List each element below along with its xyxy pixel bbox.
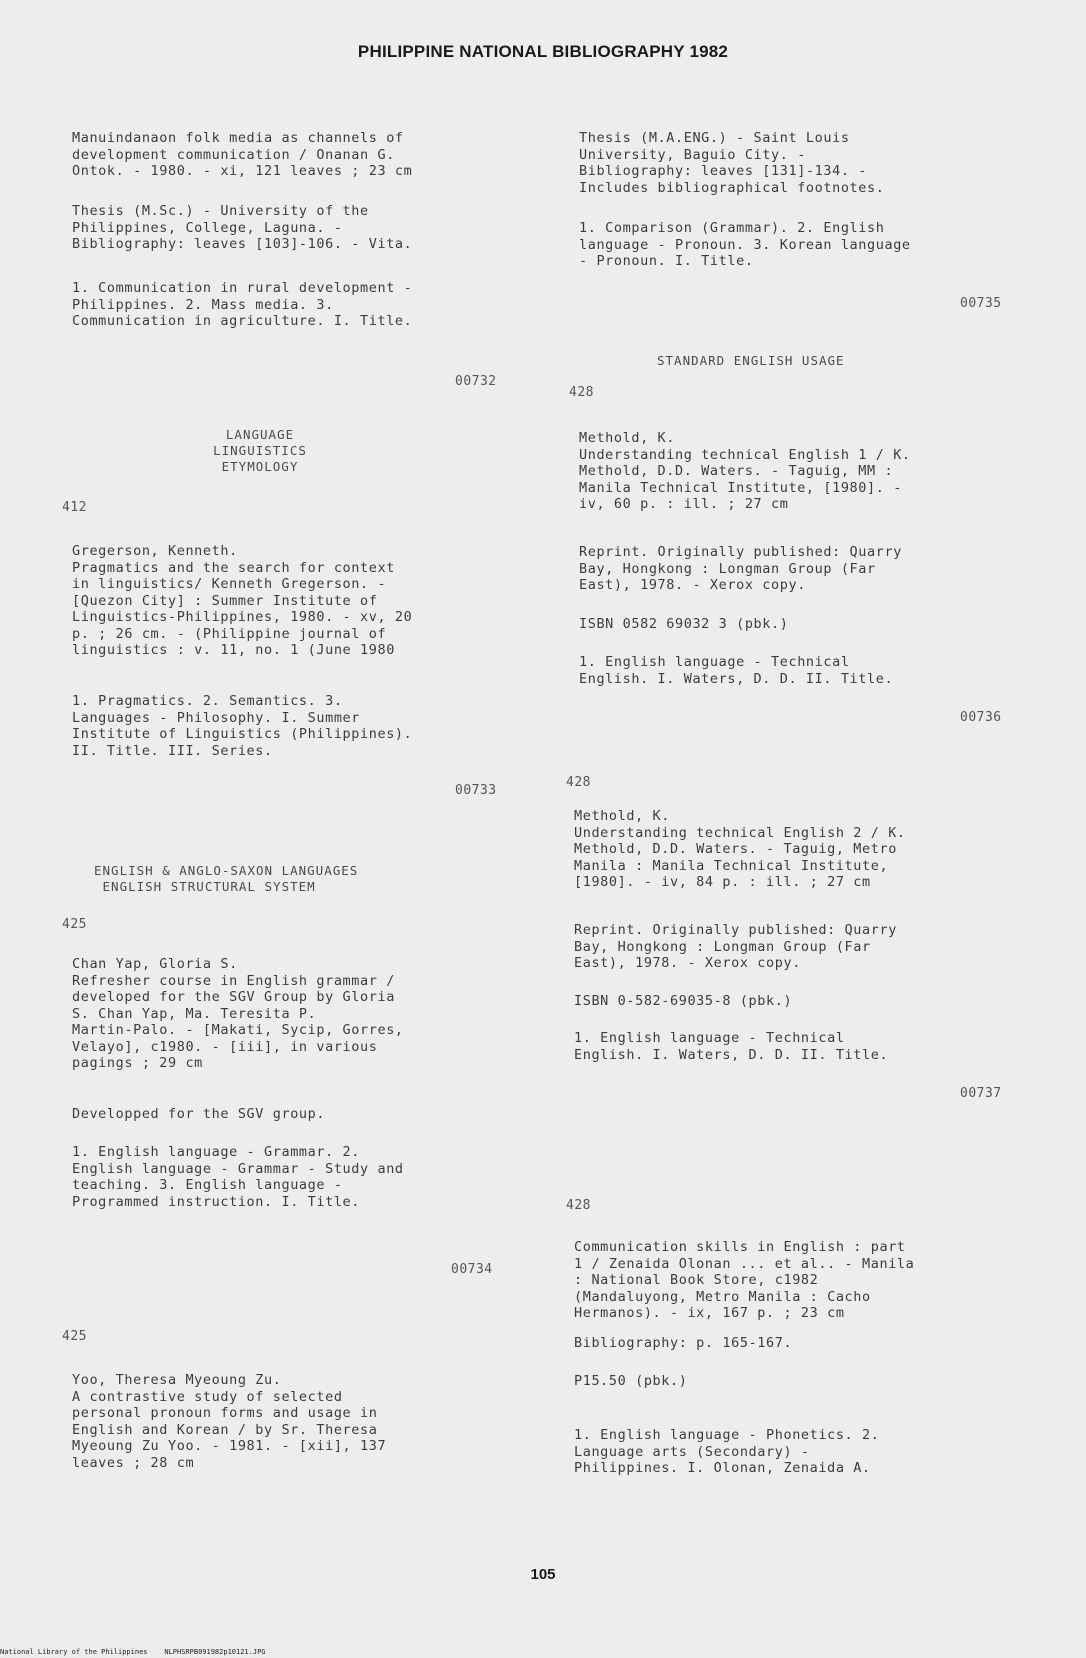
entry-00737-note: Reprint. Originally published: Quarry Bay, Hongkong : Longman Group (Far East), 1978. - Xerox copy. (574, 922, 897, 971)
entry-00737-call-number: 428 (566, 775, 591, 790)
entry-00736-number: 00736 (960, 710, 1002, 725)
entry-00738-price: P15.50 (pbk.) (574, 1373, 688, 1389)
entry-00737-isbn: ISBN 0-582-69035-8 (pbk.) (574, 993, 793, 1009)
entry-00736-description: Methold, K. Understanding technical English 1 / K. Methold, D.D. Waters. - Taguig, MM : Manila Technical Institute, [1980]. - iv, 60 p. : ill. ; 27 cm (579, 430, 911, 512)
entry-00737-subjects: 1. English language - Technical English. I. Waters, D. D. II. Title. (574, 1030, 889, 1063)
entry-00733-description: Gregerson, Kenneth. Pragmatics and the search for context in linguistics/ Kenneth Gregerson. - [Quezon City] : Summer Institute of Linguistics-Philippines, 1980. - xv, 20 p. ; 26 cm. - (Philippine journal of linguistics : v. 11, no. 1 (June 1980 (72, 543, 413, 658)
entry-00738-call-number: 428 (566, 1198, 591, 1213)
scan-footer: National Library of the Philippines NLPHSRPB091982p10121.JPG (0, 1648, 266, 1656)
entry-00738-note: Bibliography: p. 165-167. (574, 1335, 793, 1351)
entry-00736-note: Reprint. Originally published: Quarry Bay, Hongkong : Longman Group (Far East), 1978. - Xerox copy. (579, 544, 902, 593)
entry-00732-description: Manuindanaon folk media as channels of development communication / Onanan G. Ontok. - 1980. - xi, 121 leaves ; 23 cm (72, 130, 413, 179)
entry-00737-description: Methold, K. Understanding technical English 2 / K. Methold, D.D. Waters. - Taguig, Metro Manila : Manila Technical Institute, [1980]. - iv, 84 p. : ill. ; 27 cm (574, 808, 906, 890)
entry-00735-note: Thesis (M.A.ENG.) - Saint Louis University, Baguio City. - Bibliography: leaves [131]-134. - Includes bibliographical footnotes. (579, 130, 885, 196)
classification-language: LANGUAGE LINGUISTICS ETYMOLOGY (213, 427, 307, 474)
entry-00735-call-number: 425 (62, 1329, 87, 1344)
entry-00736-call-number: 428 (569, 385, 594, 400)
entry-00735-number: 00735 (960, 296, 1002, 311)
classification-english: ENGLISH & ANGLO-SAXON LANGUAGES ENGLISH STRUCTURAL SYSTEM (94, 863, 359, 894)
entry-00734-description: Chan Yap, Gloria S. Refresher course in English grammar / developed for the SGV Group by Gloria S. Chan Yap, Ma. Teresita P. Martin-Palo. - [Makati, Sycip, Gorres, Velayo], c1980. - [iii], in various pagings ; 29 cm (72, 956, 404, 1071)
entry-00734-number: 00734 (451, 1262, 493, 1277)
page-number: 105 (530, 1566, 556, 1583)
entry-00737-number: 00737 (960, 1086, 1002, 1101)
entry-00732-note: Thesis (M.Sc.) - University of the Philippines, College, Laguna. - Bibliography: leaves [103]-106. - Vita. (72, 203, 413, 252)
page-header: PHILIPPINE NATIONAL BIBLIOGRAPHY 1982 (357, 42, 729, 61)
entry-00733-number: 00733 (455, 783, 497, 798)
entry-00738-description: Communication skills in English : part 1 / Zenaida Olonan ... et al.. - Manila : National Book Store, c1982 (Mandaluyong, Metro Manila : Cacho Hermanos). - ix, 167 p. ; 23 cm (574, 1239, 915, 1321)
entry-00733-call-number: 412 (62, 500, 87, 515)
entry-00733-subjects: 1. Pragmatics. 2. Semantics. 3. Languages - Philosophy. I. Summer Institute of Linguistics (Philippines). II. Title. III. Series. (72, 693, 413, 759)
entry-00734-note: Developped for the SGV group. (72, 1106, 326, 1122)
entry-00736-subjects: 1. English language - Technical English. I. Waters, D. D. II. Title. (579, 654, 894, 687)
entry-00734-call-number: 425 (62, 917, 87, 932)
classification-standard-english: STANDARD ENGLISH USAGE (657, 353, 845, 368)
entry-00732-number: 00732 (455, 374, 497, 389)
entry-00735-description: Yoo, Theresa Myeoung Zu. A contrastive study of selected personal pronoun forms and usage in English and Korean / by Sr. Theresa Myeoung Zu Yoo. - 1981. - [xii], 137 leaves ; 28 cm (72, 1372, 387, 1471)
entry-00734-subjects: 1. English language - Grammar. 2. English language - Grammar - Study and teaching. 3. English language - Programmed instruction. I. Title. (72, 1144, 404, 1210)
entry-00732-subjects: 1. Communication in rural development - Philippines. 2. Mass media. 3. Communication in agriculture. I. Title. (72, 280, 413, 329)
entry-00736-isbn: ISBN 0582 69032 3 (pbk.) (579, 616, 789, 632)
entry-00738-subjects: 1. English language - Phonetics. 2. Language arts (Secondary) - Philippines. I. Olonan, Zenaida A. (574, 1427, 880, 1476)
entry-00735-subjects: 1. Comparison (Grammar). 2. English language - Pronoun. 3. Korean language - Pronoun. I. Title. (579, 220, 911, 269)
